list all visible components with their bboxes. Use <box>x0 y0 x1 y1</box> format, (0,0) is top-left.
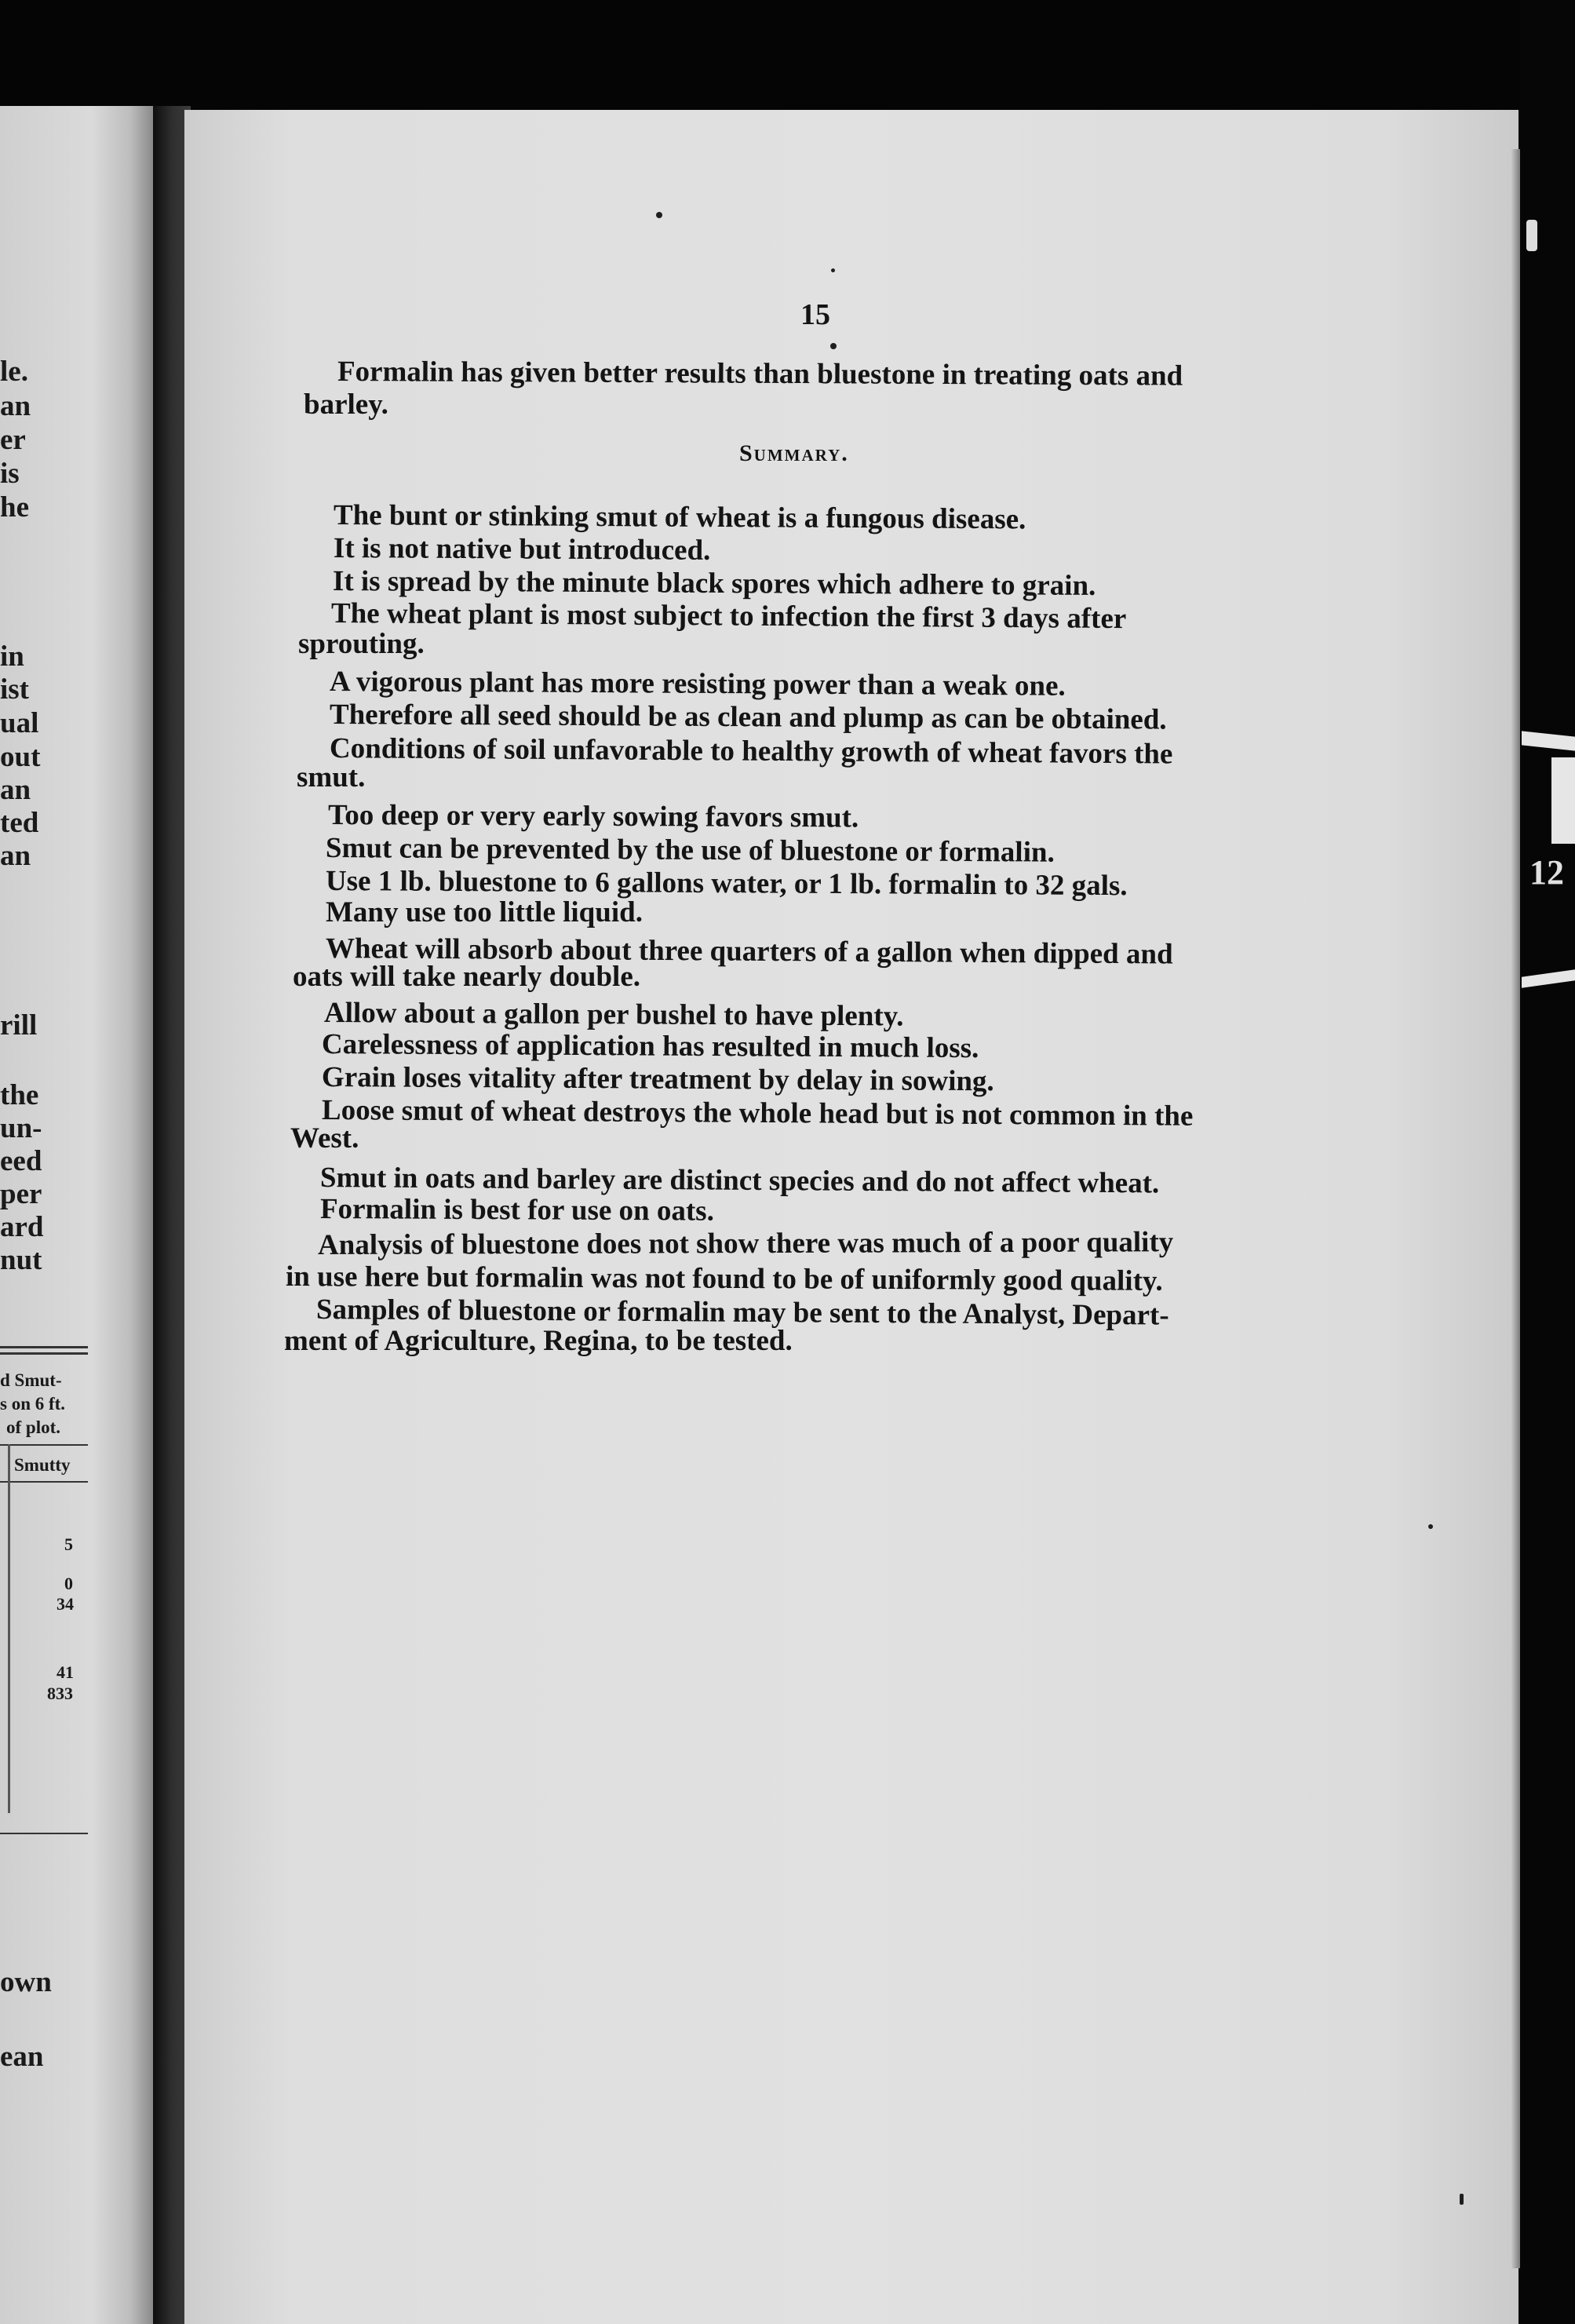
table-rule <box>0 1481 88 1483</box>
left-fragment: ean <box>0 2041 44 2073</box>
summary-line: smut. <box>297 761 366 794</box>
summary-line: Therefore all seed should be as clean and plump as can be obtained. <box>329 699 1167 736</box>
summary-line: Allow about a gallon per bushel to have plenty. <box>323 997 904 1033</box>
summary-line: It is not native but introduced. <box>333 532 711 567</box>
right-background <box>1520 0 1575 2324</box>
table-cell: 34 <box>57 1594 74 1614</box>
summary-line: Smut in oats and barley are distinct species and do not affect wheat. <box>319 1162 1160 1200</box>
margin-mark <box>1526 220 1537 251</box>
left-fragment: ard <box>0 1211 44 1243</box>
margin-mark <box>1522 731 1575 750</box>
summary-line: Too deep or very early sowing favors smut. <box>327 799 859 834</box>
summary-line: oats will take nearly double. <box>293 961 640 993</box>
summary-line: Analysis of bluestone does not show there was much of a poor quality <box>317 1226 1174 1261</box>
margin-mark <box>1551 757 1575 844</box>
summary-line: A vigorous plant has more resisting power than a weak one. <box>329 666 1066 702</box>
left-fragment: the <box>0 1079 39 1111</box>
table-rule <box>0 1833 88 1834</box>
left-fragment: an <box>0 774 31 806</box>
table-rule <box>0 1346 88 1348</box>
right-fragment: 12 <box>1529 853 1564 892</box>
speck <box>1460 2194 1464 2205</box>
left-fragment: ted <box>0 807 39 839</box>
table-header-line: of plot. <box>6 1417 60 1437</box>
left-fragment: an <box>0 390 31 422</box>
margin-mark <box>1522 969 1575 988</box>
left-fragment: nut <box>0 1244 42 1276</box>
summary-line: The wheat plant is most subject to infection the first 3 days after <box>330 597 1127 636</box>
summary-line: Carelessness of application has resulted in much loss. <box>321 1028 979 1065</box>
summary-line: The bunt or stinking smut of wheat is a fungous disease. <box>333 499 1026 536</box>
intro-line: barley. <box>304 389 388 421</box>
summary-line: Smut can be prevented by the use of bluestone or formalin. <box>325 832 1055 869</box>
table-column-rule <box>8 1444 10 1813</box>
left-fragment: own <box>0 1966 52 1998</box>
summary-line: Samples of bluestone or formalin may be sent to the Analyst, Depart- <box>315 1293 1169 1332</box>
left-fragment: un- <box>0 1112 42 1144</box>
table-rule <box>0 1352 88 1355</box>
summary-line: Use 1 lb. bluestone to 6 gallons water, or 1 lb. formalin to 32 gals. <box>325 865 1128 903</box>
left-fragment: eed <box>0 1145 42 1177</box>
speck <box>831 268 835 272</box>
page-edge <box>1511 149 1520 2268</box>
summary-line: in use here but formalin was not found to be of uniformly good quality. <box>285 1261 1163 1297</box>
summary-line: It is spread by the minute black spores which adhere to grain. <box>332 565 1096 602</box>
left-fragment: rill <box>0 1009 38 1042</box>
summary-heading: Summary. <box>739 440 849 466</box>
table-header-line: d Smut- <box>0 1370 62 1390</box>
summary-line: Conditions of soil unfavorable to healthy growth of wheat favors the <box>329 732 1173 771</box>
table-cell: 5 <box>64 1534 73 1554</box>
table-column-header: Smutty <box>14 1455 71 1475</box>
table-rule <box>0 1444 88 1446</box>
left-fragment: per <box>0 1178 42 1210</box>
summary-line: sprouting. <box>298 628 425 660</box>
left-fragment: ist <box>0 673 29 706</box>
table-cell: 41 <box>57 1662 74 1682</box>
table-header-line: s on 6 ft. <box>0 1394 66 1414</box>
left-fragment: an <box>0 840 31 872</box>
left-fragment: in <box>0 640 24 673</box>
summary-line: Formalin is best for use on oats. <box>319 1193 715 1228</box>
speck <box>656 212 662 218</box>
summary-line: Grain loses vitality after treatment by delay in sowing. <box>321 1061 994 1098</box>
summary-line: Many use too little liquid. <box>326 896 643 929</box>
table-cell: 833 <box>47 1684 73 1703</box>
summary-line: West. <box>290 1122 359 1155</box>
summary-line: Wheat will absorb about three quarters of a gallon when dipped and <box>325 932 1173 971</box>
left-fragment: out <box>0 741 41 773</box>
left-fragment: is <box>0 458 20 490</box>
left-fragment: er <box>0 424 26 456</box>
left-fragment: he <box>0 491 29 524</box>
left-fragment: ual <box>0 707 39 739</box>
page-number: 15 <box>800 298 830 331</box>
summary-line: Loose smut of wheat destroys the whole head but is not common in the <box>321 1094 1194 1133</box>
summary-line: ment of Agriculture, Regina, to be tested. <box>284 1325 793 1357</box>
table-cell: 0 <box>64 1574 73 1593</box>
speck <box>830 343 837 349</box>
left-adjacent-page <box>0 106 153 2324</box>
left-fragment: le. <box>0 356 28 388</box>
speck <box>1428 1524 1433 1529</box>
intro-line: Formalin has given better results than bluestone in treating oats and <box>337 356 1183 392</box>
